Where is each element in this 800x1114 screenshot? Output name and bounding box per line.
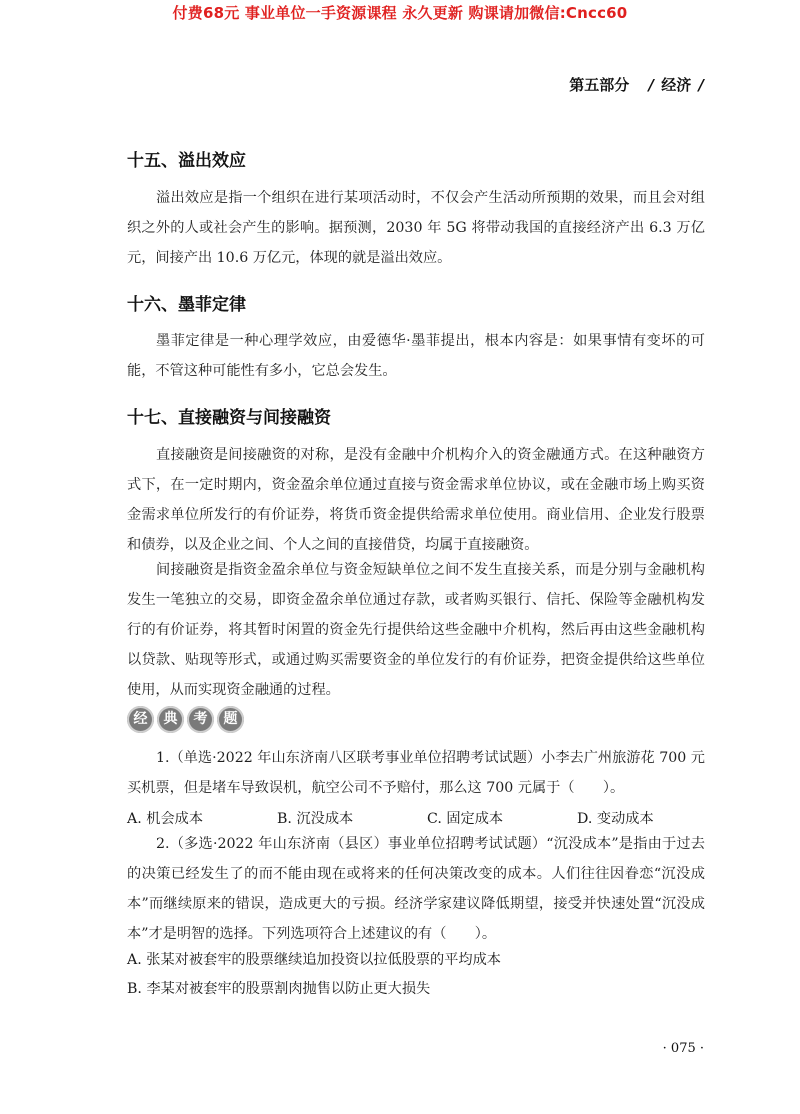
question-2-option-b: B. 李某对被套牢的股票割肉抛售以防止更大损失 <box>127 981 431 997</box>
section-title-murphy: 十六、墨菲定律 <box>127 295 246 315</box>
badge-char: 题 <box>217 706 244 733</box>
question-1-option-d: D. 变动成本 <box>577 811 654 827</box>
badge-char: 经 <box>127 706 154 733</box>
header-part: 第五部分 <box>569 76 630 94</box>
paragraph-direct-financing: 直接融资是间接融资的对称，是没有金融中介机构介入的资金融通方式。在这种融资方式下，在一定时期内，资金盈余单位通过直接与资金需求单位协议，或在金融市场上购买资金需求单位所发行的有价证券，将货币资金提供给需求单位使用。商业信用、企业发行股票和债券，以及企业之间、个人之间的直接借贷，均属于直接融资。 <box>127 447 705 553</box>
header-topic: 经济 <box>661 76 692 94</box>
paragraph-spillover: 溢出效应是指一个组织在进行某项活动时，不仅会产生活动所预期的效果，而且会对组织之外的人或社会产生的影响。据预测，2030 年 5G 将带动我国的直接经济产出 6.3 万亿元，间接产出 10.6 万亿元，体现的就是溢出效应。 <box>127 190 705 266</box>
badge-char: 考 <box>187 706 214 733</box>
section-title-spillover: 十五、溢出效应 <box>127 151 246 171</box>
section-title-financing: 十七、直接融资与间接融资 <box>127 408 331 428</box>
watermark-banner: 付费68元 事业单位一手资源课程 永久更新 购课请加微信:Cncc60 <box>172 4 628 22</box>
badge-char: 典 <box>157 706 184 733</box>
header-slash-end: / <box>698 76 704 94</box>
question-1-option-b: B. 沉没成本 <box>277 811 354 827</box>
question-1-stem: 1.（单选·2022 年山东济南八区联考事业单位招聘考试试题）小李去广州旅游花 700 元买机票，但是堵车导致误机，航空公司不予赔付，那么这 700 元属于（ ）。 <box>127 750 705 796</box>
question-2-stem: 2.（多选·2022 年山东济南（县区）事业单位招聘考试试题）“沉没成本”是指由于过去的决策已经发生了的而不能由现在或将来的任何决策改变的成本。人们往往因眷恋“沉没成本”而继续原来的错误，造成更大的亏损。经济学家建议降低期望，接受并快速处置“沉没成本”才是明智的选择。下列选项符合上述建议的有（ ）。 <box>127 836 705 942</box>
question-1-option-a: A. 机会成本 <box>127 811 204 827</box>
paragraph-indirect-financing: 间接融资是指资金盈余单位与资金短缺单位之间不发生直接关系，而是分别与金融机构发生一笔独立的交易，即资金盈余单位通过存款，或者购买银行、信托、保险等金融机构发行的有价证券，将其暂时闲置的资金先行提供给这些金融中介机构，然后再由这些金融机构以贷款、贴现等形式，或通过购买需要资金的单位发行的有价证券，把资金提供给这些单位使用，从而实现资金融通的过程。 <box>127 562 705 698</box>
page-number: · 075 · <box>662 1041 704 1056</box>
question-1-option-c: C. 固定成本 <box>427 811 504 827</box>
running-header <box>569 74 706 95</box>
classic-exam-badge <box>127 706 244 733</box>
paragraph-murphy: 墨菲定律是一种心理学效应，由爱德华·墨菲提出，根本内容是：如果事情有变坏的可能，不管这种可能性有多小，它总会发生。 <box>127 333 705 379</box>
header-slash: / <box>648 76 655 94</box>
question-2-option-a: A. 张某对被套牢的股票继续追加投资以拉低股票的平均成本 <box>127 952 501 968</box>
